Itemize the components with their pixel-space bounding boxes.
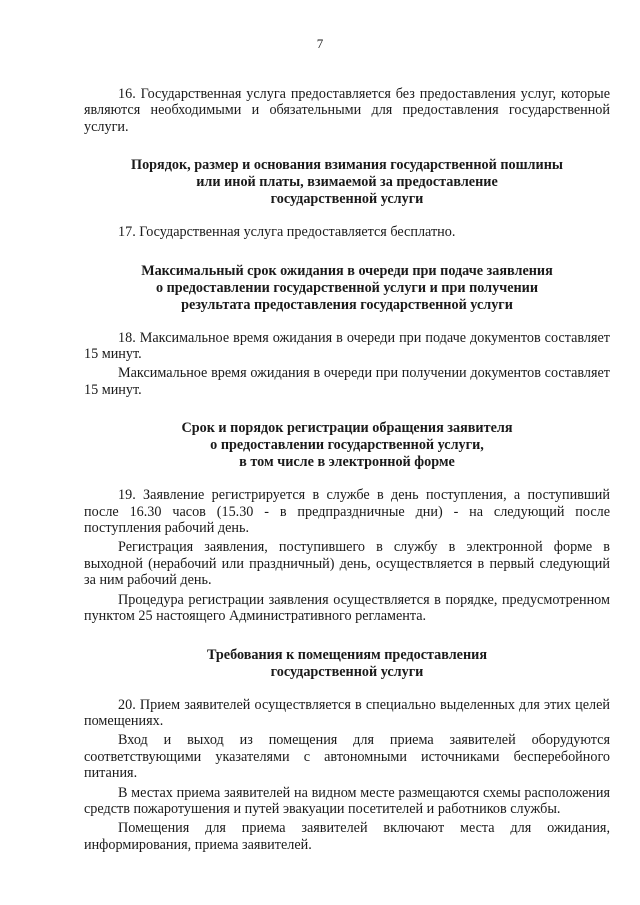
heading-queue-time [84, 263, 610, 314]
paragraph-18-cont: Максимальное время ожидания в очереди при получении документов составляет 15 минут. [84, 365, 610, 398]
heading-line: в том числе в электронной форме [239, 454, 455, 471]
heading-line: Максимальный срок ожидания в очереди при подаче заявления [141, 262, 553, 279]
heading-line: государственной услуги [270, 663, 424, 680]
paragraph-19-procedure: Процедура регистрации заявления осуществляется в порядке, предусмотренном пунктом 25 настоящего Административного регламента. [84, 591, 610, 625]
heading-line: государственной услуги [270, 191, 424, 208]
heading-registration [84, 420, 610, 471]
heading-line: результата предоставления государственной услуги [181, 296, 513, 313]
paragraph-20-entrance: Вход и выход из помещения для приема заявителей оборудуются соответствующими указателями с автономными источниками бесперебойного питания. [84, 732, 610, 782]
heading-fee-order [84, 157, 610, 208]
document-body [84, 86, 610, 853]
heading-premises [84, 647, 610, 681]
paragraph-19-electronic: Регистрация заявления, поступившего в службу в электронной форме в выходной (нерабочий или праздничный) день, осуществляется в первый следующий за ним рабочий день. [84, 539, 610, 589]
paragraph-20-areas: Помещения для приема заявителей включают места для ожидания, информирования, приема заявителей. [84, 820, 610, 853]
heading-line: или иной платы, взимаемой за предоставление [196, 174, 498, 191]
heading-line: о предоставлении государственной услуги и при получении [155, 279, 539, 296]
paragraph-17: 17. Государственная услуга предоставляется бесплатно. [118, 224, 456, 241]
page-number: 7 [316, 36, 324, 51]
paragraph-18: 18. Максимальное время ожидания в очереди при подаче документов составляет 15 минут. [84, 329, 610, 363]
heading-line: о предоставлении государственной услуги, [210, 437, 484, 454]
paragraph-16: 16. Государственная услуга предоставляется без предоставления услуг, которые являются необходимыми и обязательными для предоставления государственной услуги. [84, 86, 610, 135]
heading-line: Срок и порядок регистрации обращения заявителя [181, 420, 513, 437]
paragraph-20: 20. Прием заявителей осуществляется в специально выделенных для этих целей помещениях. [84, 696, 610, 729]
paragraph-19: 19. Заявление регистрируется в службе в день поступления, а поступивший после 16.30 часов (15.30 - в предпраздничные дни) - на следующий после поступления рабочий день. [84, 487, 610, 537]
heading-line: Требования к помещениям предоставления [206, 646, 487, 663]
paragraph-20-evacuation: В местах приема заявителей на видном месте размещаются схемы расположения средств пожаротушения и путей эвакуации посетителей и работников службы. [84, 784, 610, 817]
heading-line: Порядок, размер и основания взимания государственной пошлины [131, 157, 563, 174]
